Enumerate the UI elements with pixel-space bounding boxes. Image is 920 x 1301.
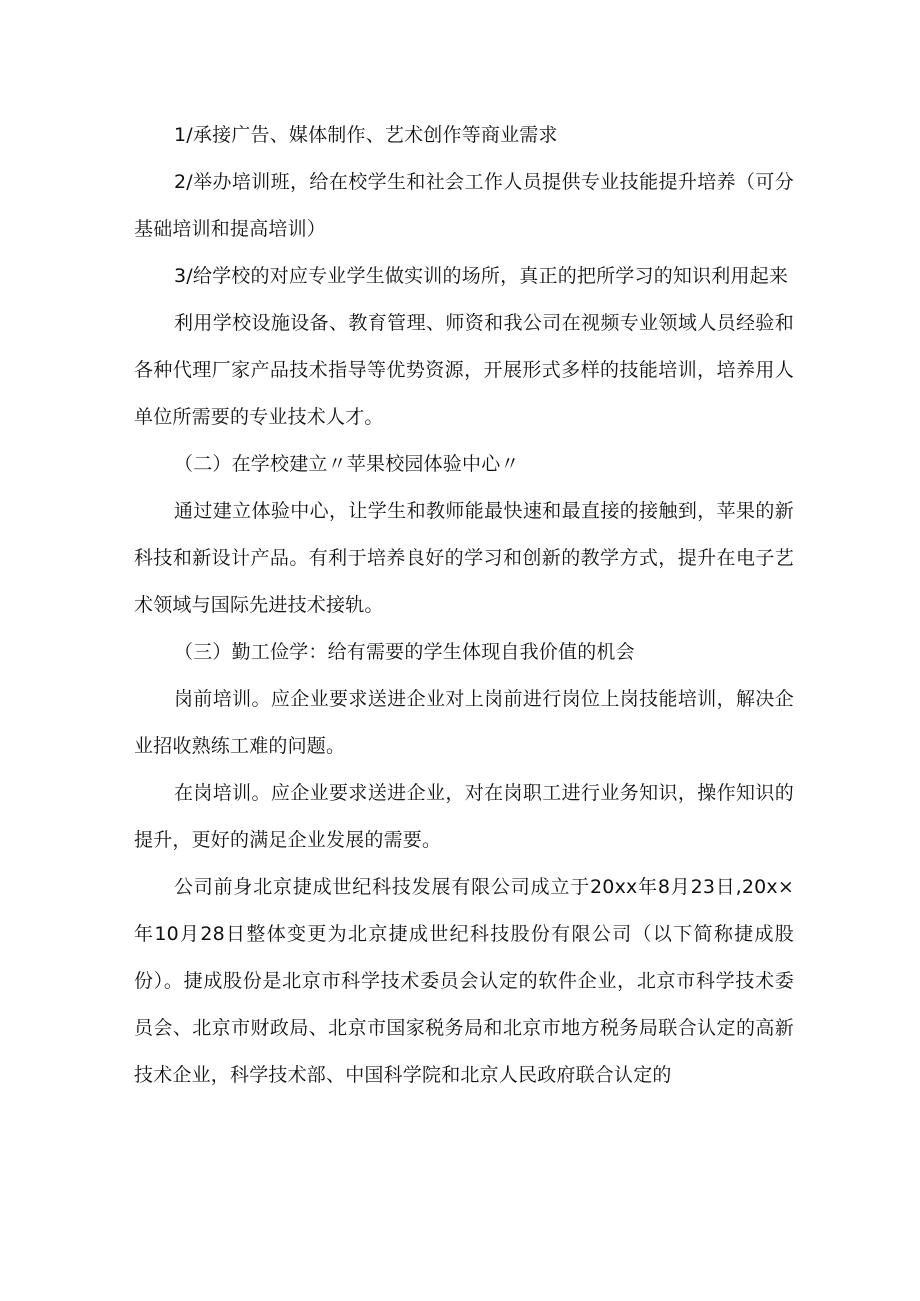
document-page (134, 112, 794, 1099)
paragraph-experience-center: 通过建立体验中心，让学生和教师能最快速和最直接的接触到，苹果的新科技和新设计产品。有利于培养良好的学习和创新的教学方式，提升在电子艺术领域与国际先进技术接轨。 (134, 500, 794, 616)
paragraph-service-3: 3/给学校的对应专业学生做实训的场所，真正的把所学习的知识利用起来 (174, 265, 789, 287)
paragraph-resources: 利用学校设施设备、教育管理、师资和我公司在视频专业领域人员经验和各种代理厂家产品技术指导等优势资源，开展形式多样的技能培训，培养用人单位所需要的专业技术人才。 (134, 312, 794, 428)
paragraph-on-job-training: 在岗培训。应企业要求送进企业，对在岗职工进行业务知识，操作知识的提升，更好的满足企业发展的需要。 (134, 782, 794, 851)
paragraph-service-2: 2/举办培训班，给在校学生和社会工作人员提供专业技能提升培养（可分基础培训和提高培训） (134, 171, 794, 240)
paragraph-pre-job-training: 岗前培训。应企业要求送进企业对上岗前进行岗位上岗技能培训，解决企业招收熟练工难的问题。 (134, 688, 794, 757)
section-heading-3: （三）勤工俭学：给有需要的学生体现自我价值的机会 (174, 641, 635, 663)
section-heading-2: （二）在学校建立〃苹果校园体验中心〃 (174, 453, 520, 475)
paragraph-company-history: 公司前身北京捷成世纪科技发展有限公司成立于20xx年8月23日,20x×年10月28日整体变更为北京捷成世纪科技股份有限公司（以下简称捷成股份）。捷成股份是北京市科学技术委员会认定的软件企业，北京市科学技术委员会、北京市财政局、北京市国家税务局和北京市地方税务局联合认定的高新技术企业，科学技术部、中国科学院和北京人民政府联合认定的 (134, 876, 794, 1086)
paragraph-service-1: 1/承接广告、媒体制作、艺术创作等商业需求 (174, 124, 558, 146)
